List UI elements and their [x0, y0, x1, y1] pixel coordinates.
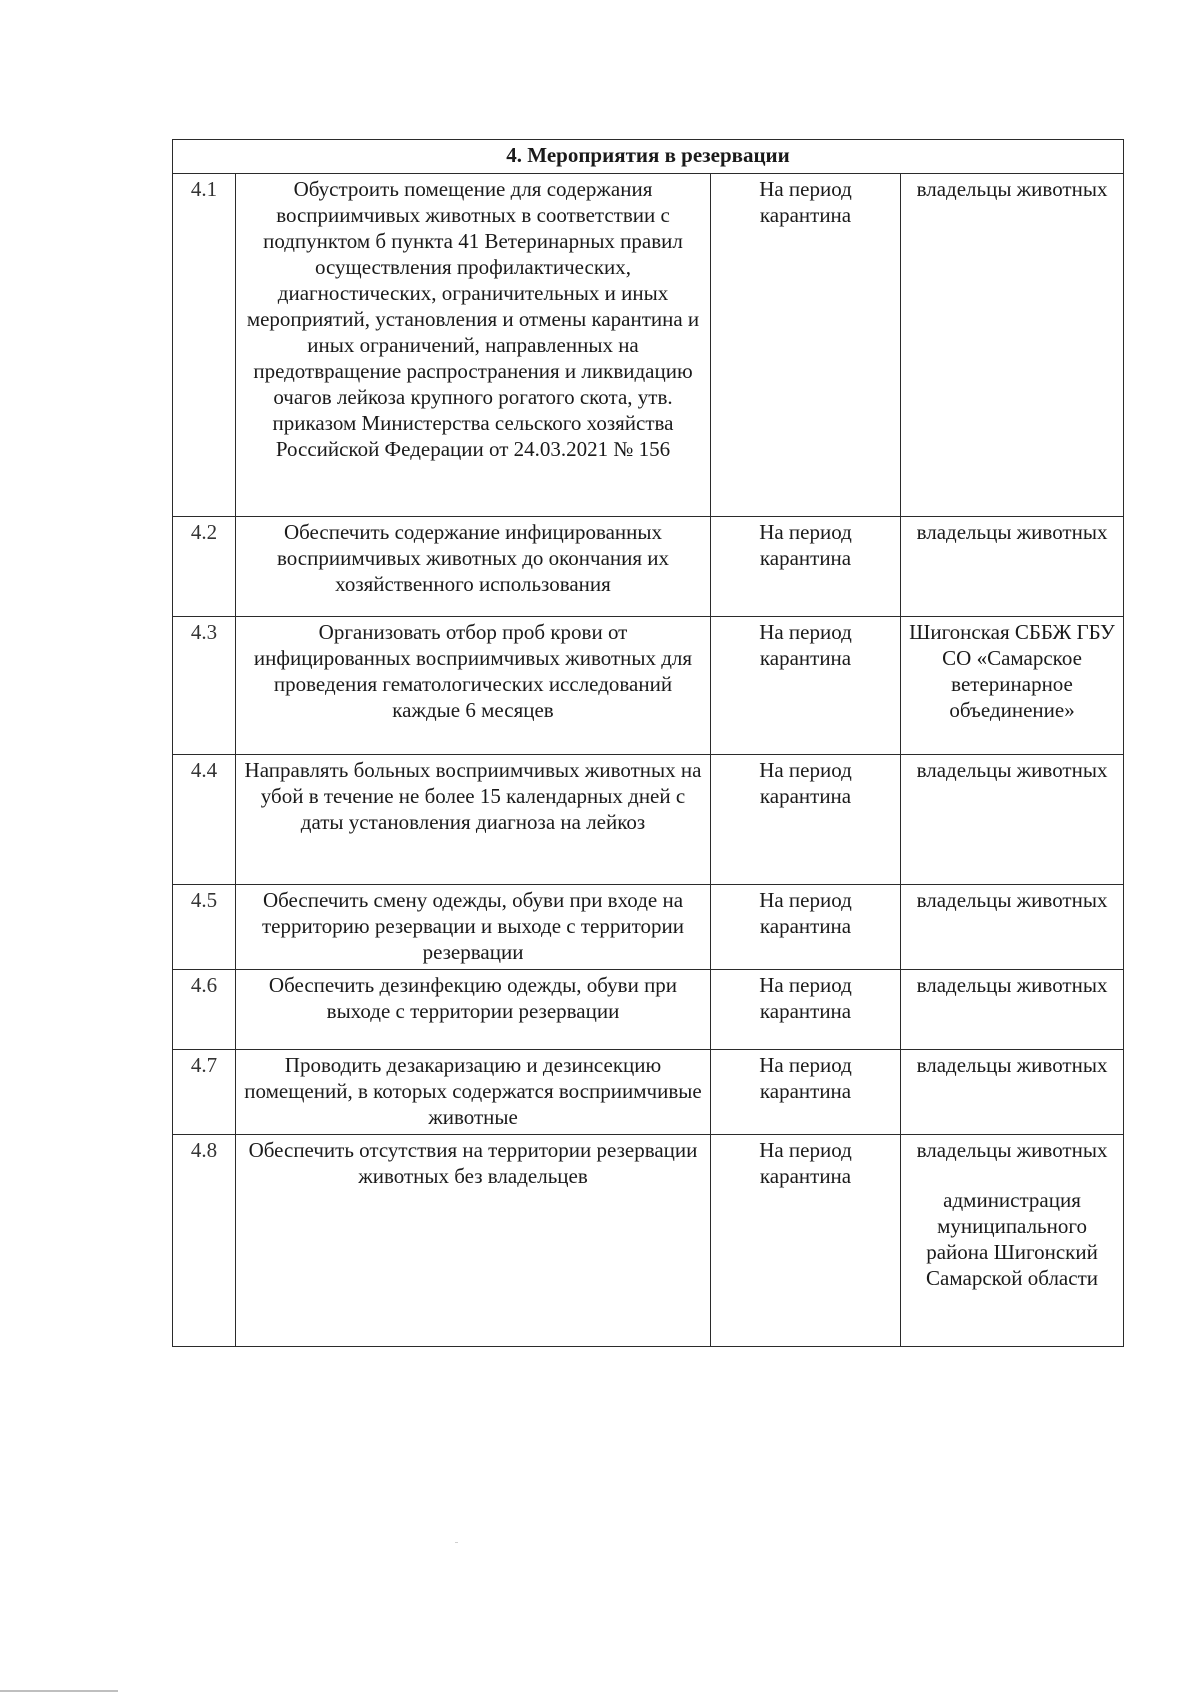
table-row	[173, 1135, 1124, 1347]
row-action: Обеспечить содержание инфицированных восприимчивых животных до окончания их хозяйственного использования	[236, 517, 711, 617]
row-number: 4.6	[173, 970, 236, 1050]
row-term: На период карантина	[711, 517, 901, 617]
table-row	[173, 1050, 1124, 1135]
section-header-row	[173, 140, 1124, 174]
row-action: Проводить дезакаризацию и дезинсекцию помещений, в которых содержатся восприимчивые животные	[236, 1050, 711, 1135]
measures-table	[172, 139, 1124, 1347]
row-number: 4.3	[173, 617, 236, 755]
row-number: 4.4	[173, 755, 236, 885]
table-row	[173, 517, 1124, 617]
row-number: 4.5	[173, 885, 236, 970]
table-row	[173, 755, 1124, 885]
row-term: На период карантина	[711, 970, 901, 1050]
section-title: 4. Мероприятия в резервации	[173, 140, 1124, 174]
row-term: На период карантина	[711, 617, 901, 755]
row-action: Обеспечить отсутствия на территории резервации животных без владельцев	[236, 1135, 711, 1347]
table-row	[173, 970, 1124, 1050]
table-row	[173, 885, 1124, 970]
row-term: На период карантина	[711, 1050, 901, 1135]
row-responsible: владельцы животных	[901, 970, 1124, 1050]
scan-artifact	[455, 1542, 458, 1543]
table-row	[173, 617, 1124, 755]
row-number: 4.1	[173, 174, 236, 517]
scan-edge-mark	[0, 1690, 118, 1692]
row-action: Организовать отбор проб крови от инфицированных восприимчивых животных для проведения гематологических исследований каждые 6 месяцев	[236, 617, 711, 755]
row-term: На период карантина	[711, 174, 901, 517]
row-action: Обеспечить дезинфекцию одежды, обуви при выходе с территории резервации	[236, 970, 711, 1050]
row-number: 4.8	[173, 1135, 236, 1347]
table-row	[173, 174, 1124, 517]
row-term: На период карантина	[711, 1135, 901, 1347]
row-term: На период карантина	[711, 885, 901, 970]
row-responsible: владельцы животных	[901, 885, 1124, 970]
row-responsible: владельцы животных	[916, 1138, 1108, 1162]
row-responsible: владельцы животных	[901, 755, 1124, 885]
row-action: Направлять больных восприимчивых животных на убой в течение не более 15 календарных дней с даты установления диагноза на лейкоз	[236, 755, 711, 885]
row-responsible: владельцы животных	[901, 517, 1124, 617]
row-responsible-cell	[901, 1135, 1124, 1347]
row-action: Обустроить помещение для содержания восприимчивых животных в соответствии с подпунктом б пункта 41 Ветеринарных правил осуществления профилактических, диагностических, ограничительных и иных мероприятий, установления и отмены карантина и иных ограничений, направленных на предотвращение распространения и ликвидацию очагов лейкоза крупного рогатого скота, утв. приказом Министерства сельского хозяйства Российской Федерации от 24.03.2021 № 156	[236, 174, 711, 517]
row-responsible: владельцы животных	[901, 174, 1124, 517]
row-responsible: Шигонская СББЖ ГБУ СО «Самарское ветеринарное объединение»	[901, 617, 1124, 755]
row-responsible: владельцы животных	[901, 1050, 1124, 1135]
row-responsible-extra: администрация муниципального района Шигонский Самарской области	[926, 1188, 1098, 1290]
row-action: Обеспечить смену одежды, обуви при входе на территорию резервации и выходе с территории резервации	[236, 885, 711, 970]
row-number: 4.2	[173, 517, 236, 617]
row-number: 4.7	[173, 1050, 236, 1135]
row-term: На период карантина	[711, 755, 901, 885]
